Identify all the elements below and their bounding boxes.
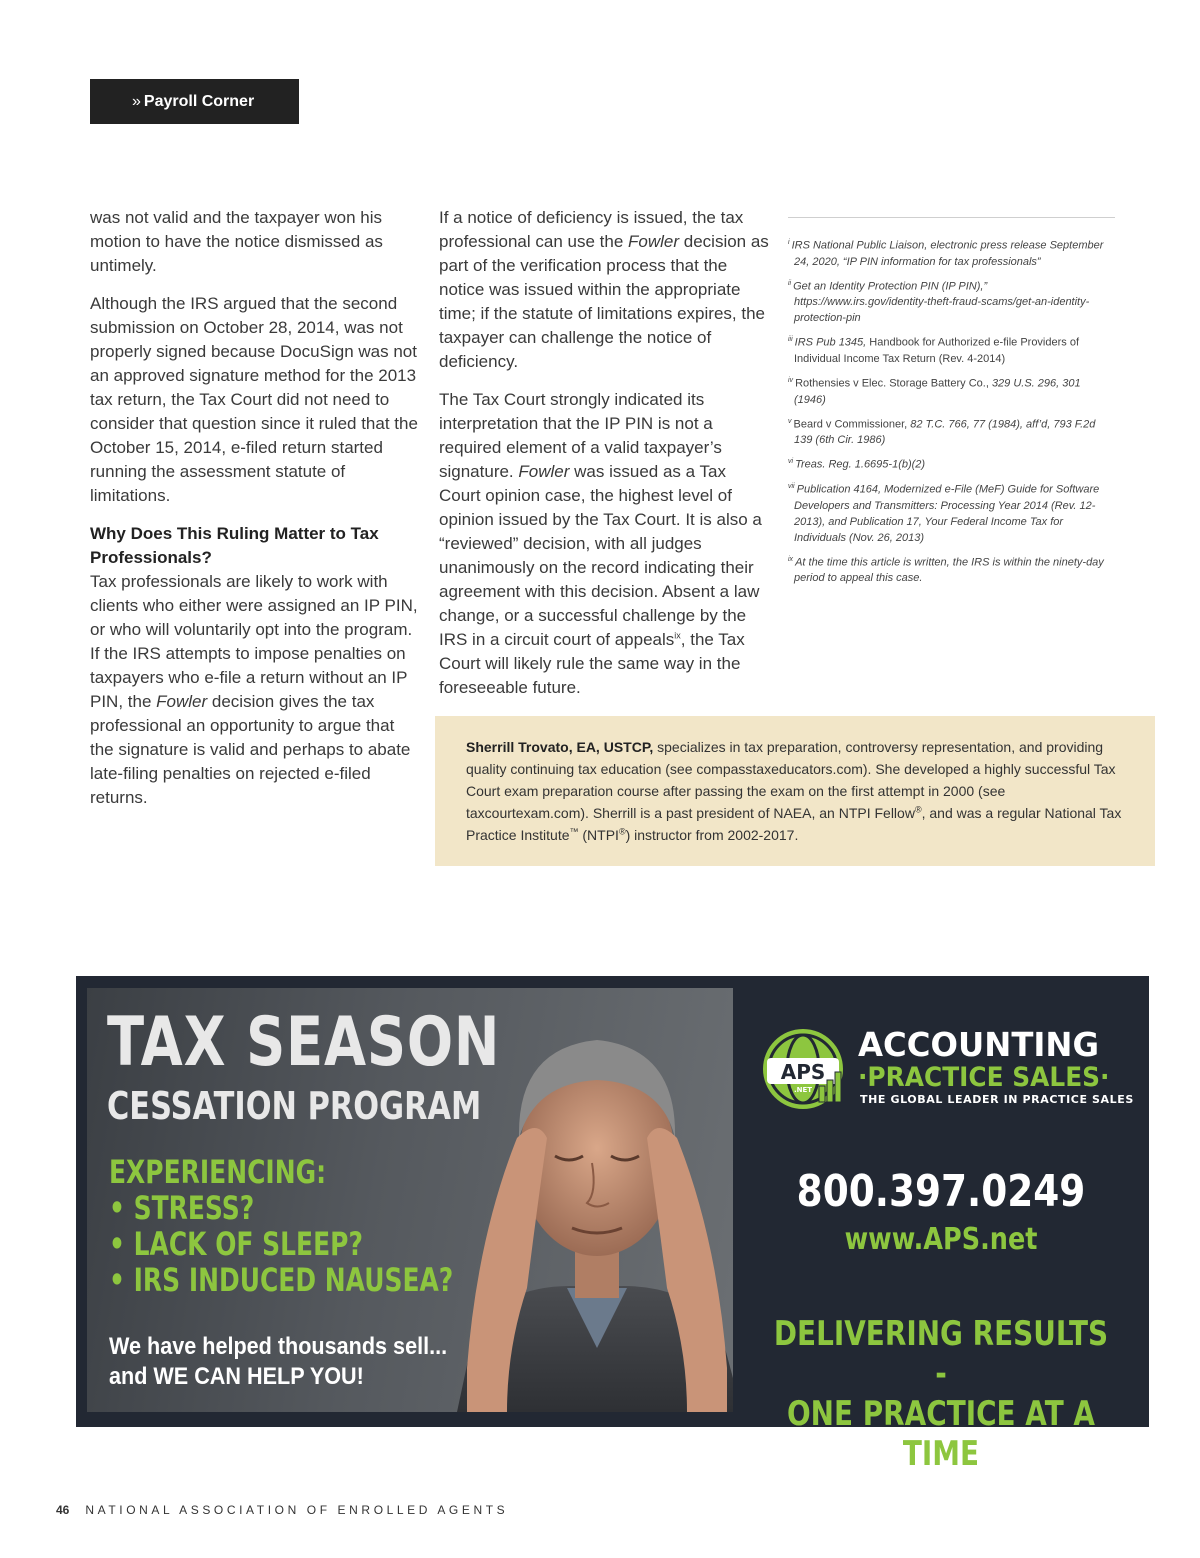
brand-tagline: THE GLOBAL LEADER IN PRACTICE SALES: [860, 1093, 1134, 1106]
endnote: $^{ix}$ At the time this article is written, the IRS is within the ninety-day period to appeal this case.: [788, 555, 1104, 585]
ad-subtitle: CESSATION PROGRAM: [107, 1084, 482, 1128]
ad-title: TAX SEASON: [107, 1003, 501, 1082]
paragraph: Tax professionals are likely to work with clients who either were assigned an IP PIN, or who will voluntarily opt into the program. If the IRS attempts to impose penalties on taxpayers who e-file a return without an IP PIN, the Fowler decision gives the tax professional an opportunity to argue that the signature is valid and perhaps to abate late-filing penalties on rejected e-filed returns.: [90, 572, 418, 807]
chevron-icon: »: [132, 93, 141, 110]
paragraph: The Tax Court strongly indicated its interpretation that the IP PIN is not a required element of a valid taxpayer’s signature. Fowler was issued as a Tax Court opinion case, the highest level of opinion issued by the Tax Court. It is also a “reviewed” decision, with all judges unanimously on the record indicating their agreement with this decision. Absent a law change, or a successful challenge by the IRS in a circuit court of appeals$^{ix}$, the Tax Court will likely rule the same way in the foreseeable future.: [439, 390, 762, 697]
brand-name: ACCOUNTING: [858, 1025, 1100, 1064]
advertisement[interactable]: [76, 976, 1149, 1474]
ad-image-panel: [87, 988, 733, 1412]
endnotes: [788, 217, 1115, 592]
endnote: $^v$ Beard v Commissioner, 82 T.C. 766, 77 (1984), aff’d, 793 F.2d 139 (6th Cir. 1986): [788, 417, 1096, 447]
page-footer: [56, 1503, 508, 1517]
article-column-1: [90, 206, 420, 824]
paragraph: was not valid and the taxpayer won his motion to have the notice dismissed as untimely.: [90, 208, 383, 275]
article-column-2: [439, 206, 769, 714]
section-heading: Why Does This Ruling Matter to Tax Professionals?: [90, 524, 379, 567]
endnote: $^{ii}$ Get an Identity Protection PIN (IP PIN),” https://www.irs.gov/identity-theft-fraud-scams/get-an-identity-protection-pin: [788, 279, 1090, 325]
page-number: 46: [56, 1503, 70, 1517]
endnote: $^{iv}$ Rothensies v Elec. Storage Battery Co., 329 U.S. 296, 301 (1946): [788, 376, 1081, 406]
ad-brand-panel: [733, 976, 1149, 1474]
publication-name: NATIONAL ASSOCIATION OF ENROLLED AGENTS: [85, 1503, 509, 1517]
brand-name-sub: ·PRACTICE SALES·: [858, 1062, 1110, 1093]
endnote: $^{vi}$ Treas. Reg. 1.6695-1(b)(2): [788, 458, 926, 471]
endnote: $^{iii}$ IRS Pub 1345, Handbook for Authorized e-file Providers of Individual Income Tax Return (Rev. 4-2014): [788, 336, 1080, 365]
paragraph: If a notice of deficiency is issued, the tax professional can use the Fowler decision as part of the verification process that the notice was issued within the appropriate time; if the statute of limitations expires, the taxpayer can challenge the notice of deficiency.: [439, 208, 769, 371]
section-label: Payroll Corner: [143, 93, 255, 110]
section-tag: [90, 79, 299, 124]
ad-symptom-list: EXPERIENCING: • STRESS? • LACK OF SLEEP? • IRS INDUCED NAUSEA?: [109, 1153, 454, 1299]
ad-tagline: We have helped thousands sell... and WE CAN HELP YOU!: [109, 1333, 448, 1390]
author-bio: Sherrill Trovato, EA, USTCP, specializes in tax preparation, controversy representation, and providing quality continuing tax education (see compasstaxeducators.com). She developed a highly successful Tax Court exam preparation course after passing the exam on the first attempt in 2000 (see taxcourtexam.com). Sherrill is a past president of NAEA, an NTPI Fellow®, and was a regular National Tax Practice Institute™ (NTPI®) instructor from 2002-2017.: [435, 716, 1155, 866]
endnote: $^{vii}$ Publication 4164, Modernized e-File (MeF) Guide for Software Developers and Transmitters: Processing Year 2014 (Rev. 12-2013), and Publication 17, Your Federal Income Tax for Individuals (Nov. 26, 2013): [788, 482, 1100, 544]
ad-website-link[interactable]: www.APS.net: [844, 1222, 1038, 1257]
svg-text:.NET: .NET: [793, 1086, 813, 1094]
ad-phone[interactable]: 800.397.0249: [796, 1166, 1086, 1217]
svg-text:APS: APS: [780, 1060, 826, 1084]
ad-slogan: DELIVERING RESULTS - ONE PRACTICE AT A TIME: [773, 1314, 1109, 1474]
aps-globe-logo: [761, 1024, 851, 1114]
author-name: Sherrill Trovato, EA, USTCP,: [466, 739, 654, 755]
endnote: $^i$ IRS National Public Liaison, electronic press release September 24, 2020, “IP PIN information for tax professionals”: [788, 239, 1104, 268]
paragraph: Although the IRS argued that the second submission on October 28, 2014, was not properly signed because DocuSign was not an approved signature method for the 2013 tax return, the Tax Court did not need to consider that question since it ruled that the October 15, 2014, e-filed return started running the assessment statute of limitations.: [90, 294, 418, 505]
